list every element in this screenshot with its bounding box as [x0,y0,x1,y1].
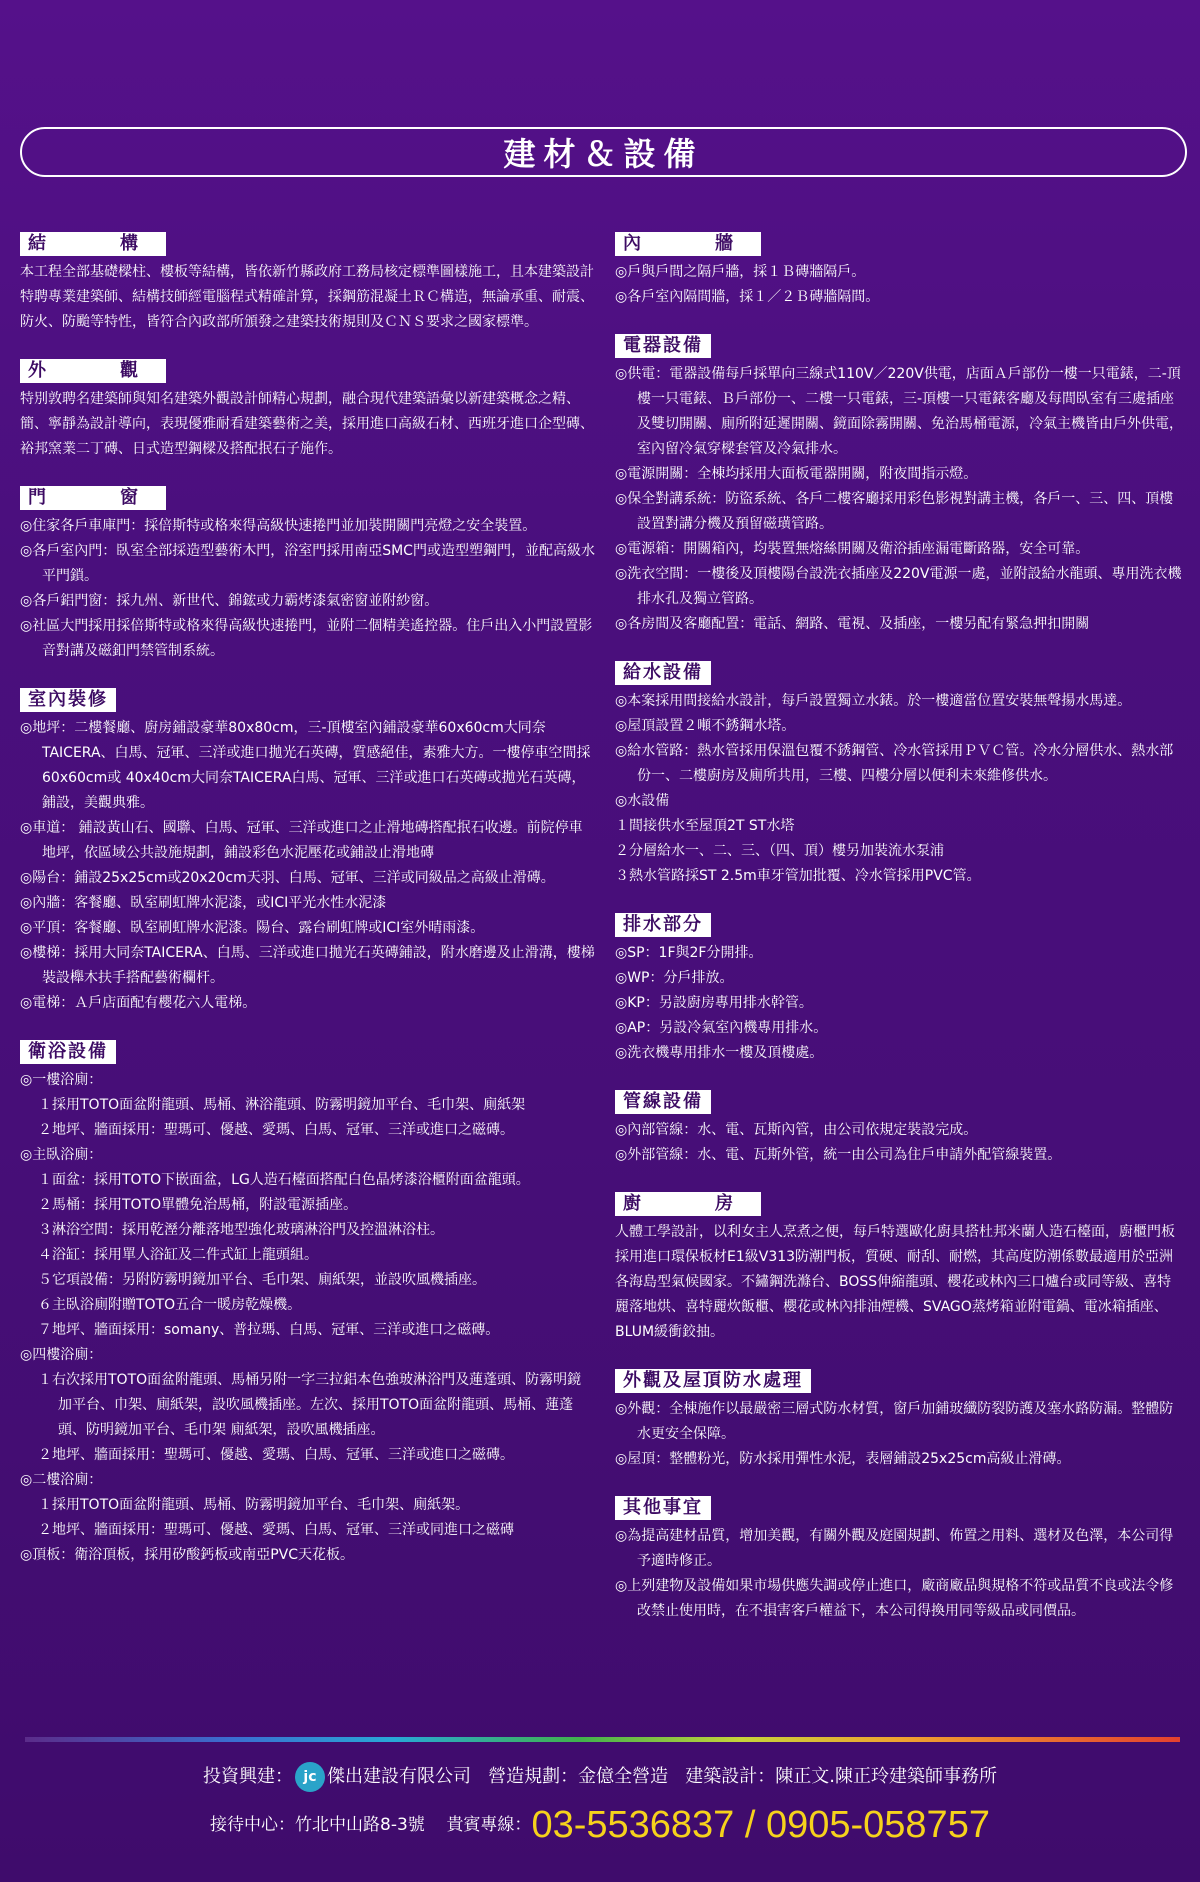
list-item: ６主臥浴廁附贈TOTO五合一暖房乾燥機。 [38,1297,302,1313]
list-item: ◎外觀：全棟施作以最嚴密三層式防水材質，窗戶加鋪玻纖防裂防護及塞水路防漏。整體防水更安全保障。 [615,1401,1174,1442]
section-heading: 外觀及屋頂防水處理 [615,1369,811,1393]
right-column [615,232,1185,1648]
list-item: ◎內部管線：水、電、瓦斯內管，由公司依規定裝設完成。 [615,1122,978,1138]
section-text: 人體工學設計，以利女主人烹煮之便，每戶特選歐化廚具搭杜邦米蘭人造石檯面，廚櫃門板採用進口環保板材E1級V313防潮門板，質硬、耐刮、耐燃，其高度防潮係數最適用於亞洲各海島型氣候國家。不鏽鋼洗滌台、BOSS伸縮龍頭、櫻花或林內三口爐台或同等級、喜特麗落地烘、喜特麗炊飯櫃、櫻花或林內排油煙機、SVAGO蒸烤箱並附電鍋、電冰箱插座、BLUM緩衝鉸抽。 [615,1224,1175,1340]
list-item: ◎戶與戶間之隔戶牆，採１Ｂ磚牆隔戶。 [615,264,866,280]
list-item: ◎AP：另設冷氣室內機專用排水。 [615,1020,828,1036]
list-item: ◎上列建物及設備如果市場供應失調或停止進口，廠商廠品與規格不符或品質不良或法令修改禁止使用時，在不損害客戶權益下，本公司得換用同等級品或同價品。 [615,1578,1174,1619]
list-item: ◎住家各戶車庫門：採倍斯特或格來得高級快速捲門並加裝開關門亮燈之安全裝置。 [20,518,537,534]
list-item: ◎為提高建材品質，增加美觀，有關外觀及庭園規劃、佈置之用料、選材及色澤，本公司得予適時修正。 [615,1528,1174,1569]
list-item: ３熱水管路採ST 2.5m車牙管加批覆、冷水管採用PVC管。 [615,868,981,884]
section-heading: 門 窗 [20,486,166,510]
section-heading: 結 構 [20,232,166,256]
investor-name: 傑出建設有限公司 [326,1766,471,1787]
list-item: ◎保全對講系統：防盜系統、各戶二樓客廳採用彩色影視對講主機，各戶一、三、四、頂樓設置對講分機及預留磁璜管路。 [615,491,1174,532]
list-item: ◎WP：分戶排放。 [615,970,734,986]
section-heading: 排水部分 [615,913,711,937]
list-item: ◎屋頂設置２噸不銹鋼水塔。 [615,718,796,734]
section-waterproof [615,1369,1185,1472]
section-heading: 其他事宜 [615,1496,711,1520]
list-item: ２地坪、牆面採用：聖瑪可、優越、愛瑪、白馬、冠軍、三洋或進口之磁磚。 [38,1447,514,1463]
architect-name: 陳正文.陳正玲建築師事務所 [775,1766,998,1787]
sub-heading: ◎二樓浴廁： [20,1472,103,1488]
section-interior [20,688,595,1016]
list-item: ◎各戶室內隔間牆，採１／２Ｂ磚牆隔間。 [615,289,880,305]
list-item: ◎各戶室內門：臥室全部採造型藝術木門，浴室門採用南亞SMC門或造型塑鋼門，並配高級水平門鎖。 [20,543,595,584]
sub-heading: ◎主臥浴廁： [20,1147,103,1163]
list-item: ７地坪、牆面採用：somany、普拉瑪、白馬、冠軍、三洋或進口之磁磚。 [38,1322,500,1338]
section-kitchen [615,1192,1185,1345]
list-item: ◎內牆：客餐廳、臥室刷虹牌水泥漆，或ICI平光水性水泥漆 [20,895,387,911]
list-item: ◎各戶鋁門窗：採九州、新世代、錦鋐或力霸烤漆氣密窗並附紗窗。 [20,593,439,609]
list-item: ◎地坪：二樓餐廳、廚房鋪設豪華80x80cm，三-頂樓室內鋪設豪華60x60cm大同奈TAICERA、白馬、冠軍、三洋或進口拋光石英磚，質感絕佳，素雅大方。一樓停車空間採60x60cm或 40x40cm大同奈TAICERA白馬、冠軍、三洋或進口石英磚或拋光石英磚，鋪設，美觀典雅。 [20,720,591,811]
title-banner [20,127,1187,177]
list-item: １面盆：採用TOTO下嵌面盆，LG人造石檯面搭配白色晶烤漆浴櫃附面盆龍頭。 [38,1172,530,1188]
section-heading: 衛浴設備 [20,1040,116,1064]
phone-number[interactable]: 03-5536837 / 0905-058757 [531,1804,990,1846]
list-item: ５它項設備：另附防霧明鏡加平台、毛巾架、廁紙架，並設吹風機插座。 [38,1272,486,1288]
reception-label: 接待中心： [210,1815,296,1835]
section-heading: 廚 房 [615,1192,761,1216]
list-item: ◎電梯：Ａ戶店面配有櫻花六人電梯。 [20,995,257,1011]
list-item: １採用TOTO面盆附龍頭、馬桶、防霧明鏡加平台、毛巾架、廁紙架。 [38,1497,470,1513]
section-pipes [615,1090,1185,1168]
section-heading: 電器設備 [615,334,711,358]
list-item: ◎外部管線：水、電、瓦斯外管，統一由公司為住戶申請外配管線裝置。 [615,1147,1062,1163]
section-drainage [615,913,1185,1066]
list-item: ◎KP：另設廚房專用排水幹管。 [615,995,813,1011]
section-text: 特別敦聘名建築師與知名建築外觀設計師精心規劃，融合現代建築語彙以新建築概念之精、簡、寧靜為設計導向，表現優雅耐看建築藝術之美，採用進口高級石材、西班牙進口企型磚、裕邦窯業二丁磚、日式造型鋼樑及搭配抿石子施作。 [20,391,594,457]
sub-heading: ◎四樓浴廁： [20,1347,103,1363]
list-item: ２地坪、牆面採用：聖瑪可、優越、愛瑪、白馬、冠軍、三洋或同進口之磁磚 [38,1522,514,1538]
section-heading: 管線設備 [615,1090,711,1114]
left-column [20,232,595,1592]
list-item: ◎電源開關：全棟均採用大面板電器開關，附夜間指示燈。 [615,466,978,482]
section-exterior [20,359,595,462]
builder-label: 營造規劃： [488,1766,579,1787]
reception-address: 竹北中山路8-3號 [295,1815,425,1835]
list-item: ４浴缸：採用單人浴缸及二件式缸上龍頭組。 [38,1247,318,1263]
section-heading: 給水設備 [615,661,711,685]
footer-credits [0,1760,1200,1794]
rainbow-divider [25,1737,1180,1742]
list-item: ◎SP：1F與2F分開排。 [615,945,763,961]
investor-label: 投資興建： [202,1766,293,1787]
list-item: ◎洗衣空間：一樓後及頂樓陽台設洗衣插座及220V電源一處，並附設給水龍頭、專用洗衣機排水孔及獨立管路。 [615,566,1182,607]
company-logo-icon: jc [295,1762,325,1792]
list-item: １採用TOTO面盆附龍頭、馬桶、淋浴龍頭、防霧明鏡加平台、毛巾架、廁紙架 [38,1097,526,1113]
list-item: ◎電源箱：開關箱內，均裝置無熔絲開關及衛浴插座漏電斷路器，安全可靠。 [615,541,1090,557]
list-item: ◎屋頂：整體粉光，防水採用彈性水泥，表層鋪設25x25cm高級止滑磚。 [615,1451,1071,1467]
page-title: 建材＆設備 [503,135,704,173]
section-other [615,1496,1185,1624]
sub-heading: ◎一樓浴廁： [20,1072,103,1088]
section-heading: 外 觀 [20,359,166,383]
list-item: ◎水設備 [615,793,670,809]
sub-heading: ◎頂板：衛浴頂板，採用矽酸鈣板或南亞PVC天花板。 [20,1547,355,1563]
section-structure [20,232,595,335]
list-item: ３淋浴空間：採用乾溼分離落地型強化玻璃淋浴門及控溫淋浴柱。 [38,1222,444,1238]
section-heading: 室內裝修 [20,688,116,712]
list-item: ◎本案採用間接給水設計，每戶設置獨立水錶。於一樓適當位置安裝無聲揚水馬達。 [615,693,1132,709]
list-item: ２分層給水一、二、三、（四、頂）樓另加裝流水泵浦 [615,843,944,859]
list-item: ◎樓梯：採用大同奈TAICERA、白馬、三洋或進口拋光石英磚鋪設，附水磨邊及止滑溝，樓梯裝設櫸木扶手搭配藝術欄杆。 [20,945,595,986]
list-item: ◎社區大門採用採倍斯特或格來得高級快速捲門，並附二個精美遙控器。住戶出入小門設置影音對講及磁釦門禁管制系統。 [20,618,593,659]
section-electrical [615,334,1185,637]
list-item: ２地坪、牆面採用：聖瑪可、優越、愛瑪、白馬、冠軍、三洋或進口之磁磚。 [38,1122,514,1138]
list-item: ◎陽台：鋪設25x25cm或20x20cm天羽、白馬、冠軍、三洋或同級品之高級止滑磚。 [20,870,555,886]
section-bathroom [20,1040,595,1568]
architect-label: 建築設計： [685,1766,776,1787]
builder-name: 金億全營造 [578,1766,669,1787]
list-item: ◎給水管路：熱水管採用保溫包覆不銹鋼管、冷水管採用ＰＶＣ管。冷水分層供水、熱水部份一、二樓廚房及廁所共用，三樓、四樓分層以便利未來維修供水。 [615,743,1174,784]
list-item: ◎供電：電器設備每戶採單向三線式110V／220V供電，店面Ａ戶部份一樓一只電錶，二-頂樓一只電錶、Ｂ戶部份一、二樓一只電錶，三-頂樓一只電錶客廳及每間臥室有三處插座及雙切開關、廁所附延遲開關、鏡面除霧開關、免治馬桶電源，冷氣主機皆由戶外供電，室內留冷氣穿樑套管及冷氣排水。 [615,366,1183,457]
section-doors [20,486,595,664]
list-item: ◎車道： 鋪設黃山石、國聯、白馬、冠軍、三洋或進口之止滑地磚搭配抿石收邊。前院停車地坪，依區域公共設施規劃，鋪設彩色水泥壓花或鋪設止滑地磚 [20,820,583,861]
list-item: ◎洗衣機專用排水一樓及頂樓處。 [615,1045,824,1061]
list-item: １右次採用TOTO面盆附龍頭、馬桶另附一字三拉鋁本色強玻淋浴門及蓮蓬頭、防霧明鏡加平台、巾架、廁紙架，設吹風機插座。左次、採用TOTO面盆附龍頭、馬桶、蓮蓬頭、防明鏡加平台、毛巾架 廁紙架，設吹風機插座。 [38,1372,582,1438]
list-item: １間接供水至屋頂2T ST水塔 [615,818,795,834]
list-item: ◎各房間及客廳配置：電話、網路、電視、及插座，一樓另配有緊急押扣開關 [615,616,1090,632]
hotline-label: 貴賓專線： [446,1815,532,1835]
section-heading: 內 牆 [615,232,761,256]
list-item: ２馬桶：採用TOTO單體免治馬桶，附設電源插座。 [38,1197,358,1213]
list-item: ◎平頂：客餐廳、臥室刷虹牌水泥漆。陽台、露台刷虹牌或ICI室外晴雨漆。 [20,920,485,936]
section-walls [615,232,1185,310]
section-text: 本工程全部基礎樑柱、樓板等結構，皆依新竹縣政府工務局核定標準圖樣施工，且本建築設計特聘專業建築師、結構技師經電腦程式精確計算，採鋼筋混凝土ＲＣ構造，無論承重、耐震、防火、防颱等特性，皆符合內政部所頒發之建築技術規則及ＣＮＳ要求之國家標準。 [20,264,594,330]
footer-contact [0,1800,1200,1850]
section-water [615,661,1185,889]
